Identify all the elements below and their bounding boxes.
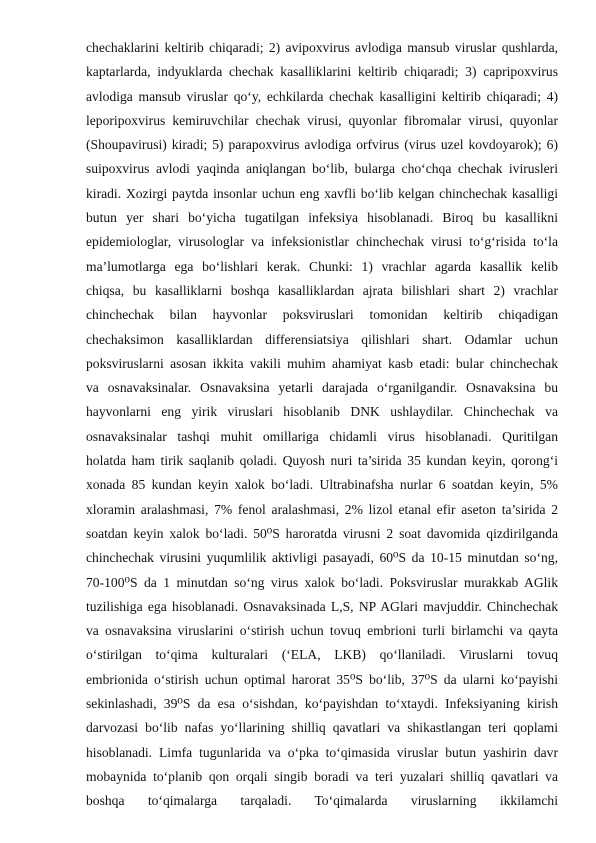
- text-line: leporipoxvirus kemiruvchilar chechak virusi, quyonlar fibromalar virusi, quyonlar: [86, 112, 558, 128]
- text-line: suipoxvirus avlodi yaqinda aniqlangan bo‘lib, bularga cho‘chqa chechak ivirusleri: [86, 161, 558, 177]
- text-line: holatda ham tirik saqlanib qoladi. Quyosh nuri ta’sirida 35 kundan keyin, qorong‘i: [86, 453, 558, 469]
- text-line: hayvonlarni eng yirik viruslari hisoblanib DNK ushlaydilar. Chinchechak va: [86, 404, 558, 420]
- text-line: boshqa to‘qimalarga tarqaladi. To‘qimalarda viruslarning ikkilamchi: [86, 793, 558, 809]
- text-line: 70-100⁰S da 1 minutdan so‘ng virus xalok bo‘ladi. Poksviruslar murakkab AGlik: [86, 574, 558, 590]
- text-line: epidemiologlar, virusologlar va infeksionistlar chinchechak virusi to‘g‘risida to‘la: [86, 234, 558, 250]
- text-line: chechaklarini keltirib chiqaradi; 2) avipoxvirus avlodiga mansub viruslar qushlarda,: [86, 40, 558, 55]
- text-line: chiqsa, bu kasalliklarni boshqa kasalliklardan ajrata bilishlari shart 2) vrachlar: [86, 282, 558, 298]
- text-line: xloramin aralashmasi, 7% fenol aralashmasi, 2% lizol etanal efir aseton ta’sirida 2: [86, 501, 558, 517]
- text-line: avlodiga mansub viruslar qo‘y, echkilarda chechak kasalligini keltirib chiqaradi; 4): [86, 88, 558, 104]
- text-line: chechaksimon kasalliklardan differensiatsiya qilishlari shart. Odamlar uchun: [86, 331, 558, 347]
- document-body: [86, 36, 558, 814]
- text-line: chinchechak virusini yuqumlilik aktivligi pasayadi, 60⁰S da 10-15 minutdan so‘ng,: [86, 550, 558, 566]
- text-line: mobaynida to‘planib qon orqali singib boradi va teri yuzalari shilliq qavatlari va: [86, 768, 558, 784]
- text-line: hisoblanadi. Limfa tugunlarida va o‘pka to‘qimasida viruslar butun yashirin davr: [86, 744, 558, 760]
- text-line: soatdan keyin xalok bo‘ladi. 50⁰S haroratda virusni 2 soat davomida qizdirilganda: [86, 525, 558, 541]
- text-line: butun yer shari bo‘yicha tugatilgan infeksiya hisoblanadi. Biroq bu kasallikni: [86, 210, 558, 226]
- text-line: kaptarlarda, indyuklarda chechak kasalliklarini keltirib chiqaradi; 3) capripoxvirus: [86, 64, 558, 80]
- text-line: xonada 85 kundan keyin xalok bo‘ladi. Ultrabinafsha nurlar 6 soatdan keyin, 5%: [86, 477, 558, 493]
- text-line: poksviruslarni asosan ikkita vakili muhim ahamiyat kasb etadi: bular chinchechak: [86, 355, 558, 371]
- text-line: embrionida o‘stirish uchun optimal harorat 35⁰S bo‘lib, 37⁰S da ularni ko‘payishi: [86, 671, 558, 687]
- text-line: kiradi. Xozirgi paytda insonlar uchun eng xavfli bo‘lib kelgan chinchechak kasalligi: [86, 185, 558, 201]
- text-line: va osnavaksinalar. Osnavaksina yetarli darajada o‘rganilgandir. Osnavaksina bu: [86, 380, 558, 396]
- text-line: tuzilishiga ega hisoblanadi. Osnavaksinada L,S, NP AGlari mavjuddir. Chinchechak: [86, 598, 558, 614]
- text-line: osnavaksinalar tashqi muhit omillariga chidamli virus hisoblanadi. Quritilgan: [86, 428, 558, 444]
- text-line: sekinlashadi, 39⁰S da esa o‘sishdan, ko‘payishdan to‘xtaydi. Infeksiyaning kirish: [86, 696, 558, 712]
- text-line: (Shoupavirusi) kiradi; 5) parapoxvirus avlodiga orfvirus (virus uzel kovdoyarok); 6): [86, 137, 558, 153]
- text-line: chinchechak bilan hayvonlar poksviruslari tomonidan keltirib chiqadigan: [86, 307, 558, 323]
- text-line: darvozasi bo‘lib nafas yo‘llarining shilliq qavatlari va shikastlangan teri qoplami: [86, 720, 558, 736]
- text-line: o‘stirilgan to‘qima kulturalari (‘ELA, LKB) qo‘llaniladi. Viruslarni tovuq: [86, 647, 558, 663]
- text-line: va osnavaksina viruslarini o‘stirish uchun tovuq embrioni turli birlamchi va qayta: [86, 623, 558, 639]
- text-line: ma’lumotlarga ega bo‘lishlari kerak. Chunki: 1) vrachlar agarda kasallik kelib: [86, 258, 558, 274]
